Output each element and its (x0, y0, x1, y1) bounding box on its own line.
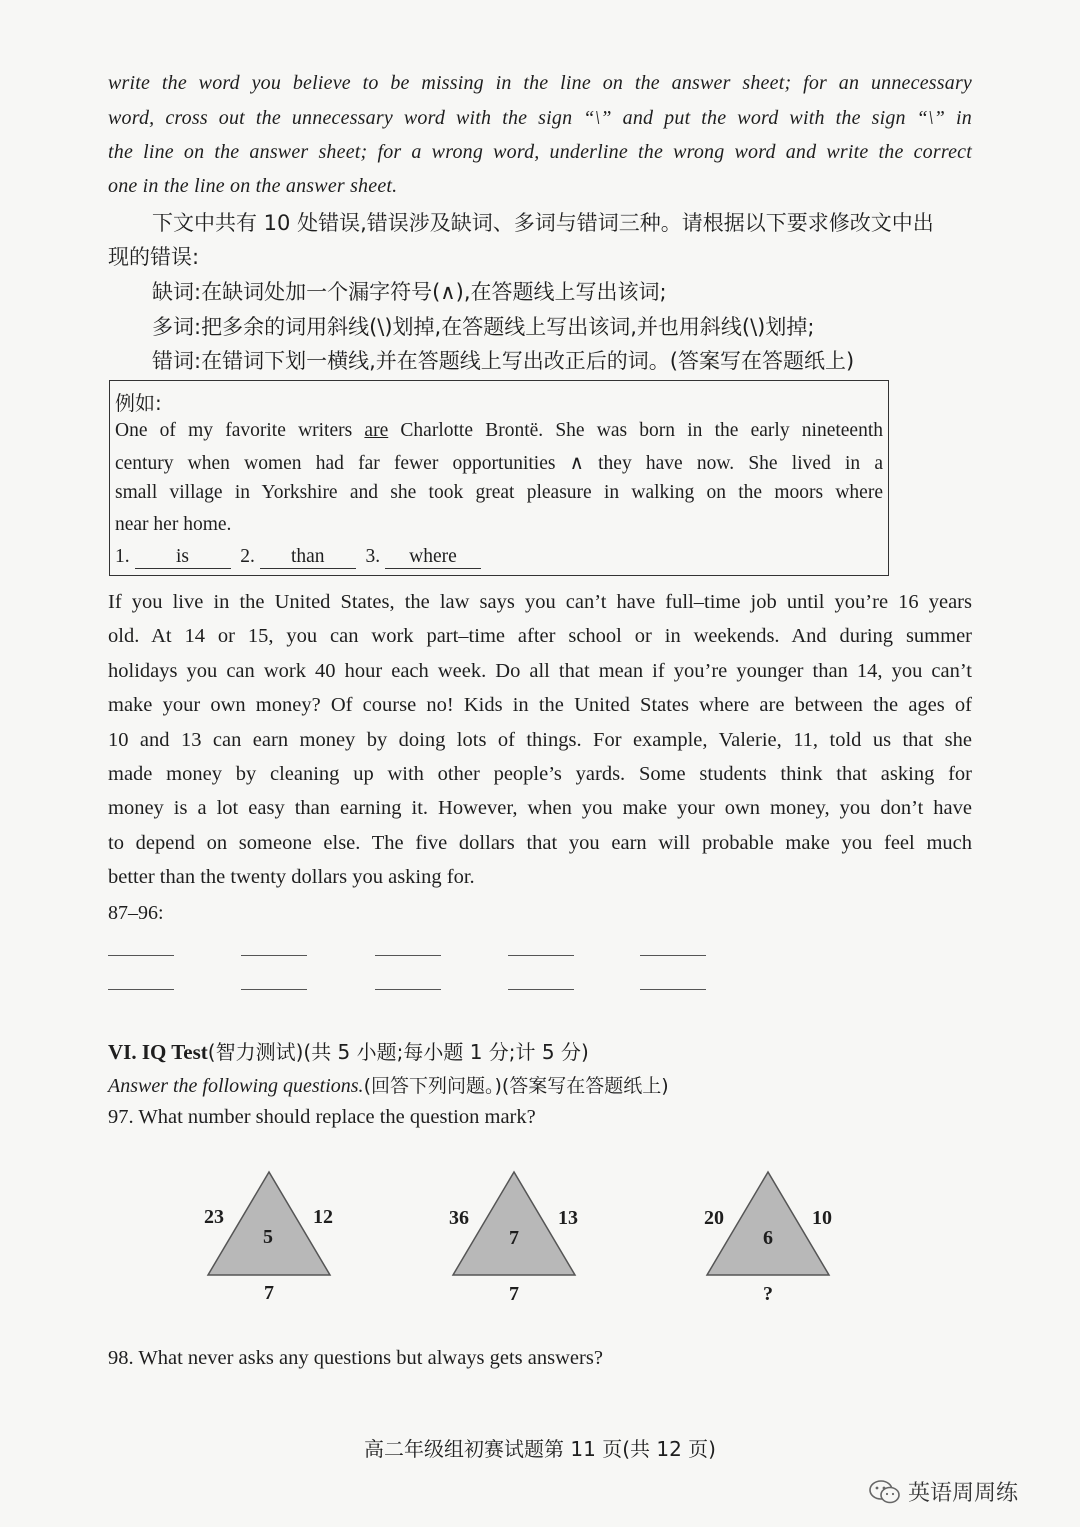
passage-line-8: to depend on someone else. The five dollars that you earn will probable make you feel much (108, 832, 972, 854)
iq-instruction-zh: (回答下列问题。)(答案写在答题纸上) (363, 1075, 669, 1097)
triangle-1-bottom: 7 (264, 1282, 274, 1304)
zh-intro-1: 下文中共有 10 处错误,错误涉及缺词、多词与错词三种。请根据以下要求修改文中出 (152, 211, 934, 235)
example-answers (115, 546, 883, 569)
question-98: 98. What never asks any questions but always gets answers? (108, 1347, 603, 1369)
answer-blank[interactable] (241, 955, 307, 956)
passage-line-4: make your own money? Of course no! Kids in the United States where are between the ages of (108, 694, 972, 716)
triangle-1-right: 12 (313, 1206, 333, 1228)
triangle-1-left: 23 (204, 1206, 224, 1228)
triangle-2-bottom: 7 (509, 1283, 519, 1305)
zh-rule-wrong: 错词:在错词下划一横线,并在答题线上写出改正后的词。(答案写在答题纸上) (152, 349, 855, 373)
triangle-3-center: 6 (763, 1227, 773, 1249)
example-line-1-start: One of my favorite writers (115, 420, 365, 441)
example-answer-1-num: 1. (115, 546, 130, 567)
triangle-3-right: 10 (812, 1207, 832, 1229)
answer-range: 87–96: (108, 902, 164, 924)
example-line-4: near her home. (115, 514, 232, 535)
question-97: 97. What number should replace the question mark? (108, 1106, 536, 1128)
example-answer-3: where (385, 546, 481, 569)
iq-title: VI. IQ Test (108, 1040, 208, 1064)
answer-blank[interactable] (375, 989, 441, 990)
passage-line-5: 10 and 13 can earn money by doing lots of things. For example, Valerie, 11, told us that she (108, 729, 972, 751)
triangle-3-bottom: ? (763, 1283, 773, 1305)
triangle-1-center: 5 (263, 1226, 273, 1248)
zh-intro-2: 现的错误: (108, 245, 200, 269)
answer-blank[interactable] (508, 989, 574, 990)
answer-blank[interactable] (640, 989, 706, 990)
passage-line-2: old. At 14 or 15, you can work part–time after school or in weekends. And during summer (108, 625, 972, 647)
example-line-3: small village in Yorkshire and she took great pleasure in walking on the moors where (115, 482, 883, 503)
answer-blank[interactable] (508, 955, 574, 956)
example-underlined-word: are (364, 420, 389, 441)
wechat-icon (868, 1478, 902, 1506)
answer-blank[interactable] (241, 989, 307, 990)
iq-title-zh: (智力测试)(共 5 小题;每小题 1 分;计 5 分) (207, 1040, 589, 1064)
answer-blank[interactable] (108, 955, 174, 956)
passage-line-9: better than the twenty dollars you asking for. (108, 866, 475, 888)
iq-section-heading (108, 1036, 589, 1065)
instruction-line-4: one in the line on the answer sheet. (108, 175, 398, 197)
page-footer: 高二年级组初赛试题第 11 页(共 12 页) (364, 1437, 716, 1461)
triangle-1 (208, 1172, 330, 1275)
example-answer-2-num: 2. (240, 546, 255, 567)
example-answer-1: is (135, 546, 231, 569)
iq-instruction (108, 1071, 669, 1098)
example-line-1-end: Charlotte Brontë. She was born in the early nineteenth (388, 420, 884, 441)
triangle-3 (707, 1172, 829, 1275)
example-line-2: century when women had far fewer opportunities ∧ they have now. She lived in a (115, 453, 883, 474)
watermark-text: 英语周周练 (908, 1481, 1019, 1506)
triangle-2 (453, 1172, 575, 1275)
example-line-1 (115, 420, 883, 442)
instruction-line-3: the line on the answer sheet; for a wrong word, underline the wrong word and write the correct (108, 141, 972, 163)
passage-line-7: money is a lot easy than earning it. However, when you make your own money, you don’t have (108, 797, 972, 819)
passage-line-3: holidays you can work 40 hour each week. Do all that mean if you’re younger than 14, you can’t (108, 660, 972, 682)
instruction-line-2: word, cross out the unnecessary word with the sign “\” and put the word with the sign “\” in (108, 107, 972, 129)
instruction-line-1: write the word you believe to be missing in the line on the answer sheet; for an unnecessary (108, 72, 972, 94)
zh-rule-extra: 多词:把多余的词用斜线(\)划掉,在答题线上写出该词,并也用斜线(\)划掉; (152, 315, 815, 339)
iq-instruction-en: Answer the following questions. (108, 1075, 364, 1097)
example-label: 例如: (115, 391, 162, 415)
answer-blank[interactable] (375, 955, 441, 956)
example-answer-3-num: 3. (365, 546, 381, 567)
triangle-2-center: 7 (509, 1227, 519, 1249)
triangle-puzzle (0, 1160, 1080, 1320)
triangle-3-left: 20 (704, 1207, 724, 1229)
passage-line-1: If you live in the United States, the law says you can’t have full–time job until you’re 16 years (108, 591, 972, 613)
passage-line-6: made money by cleaning up with other people’s yards. Some students think that asking for (108, 763, 972, 785)
answer-blank[interactable] (640, 955, 706, 956)
zh-rule-missing: 缺词:在缺词处加一个漏字符号(∧),在答题线上写出该词; (152, 280, 667, 304)
example-answer-2: than (260, 546, 356, 569)
triangle-2-left: 36 (449, 1207, 469, 1229)
answer-blank[interactable] (108, 989, 174, 990)
triangle-2-right: 13 (558, 1207, 578, 1229)
watermark (868, 1476, 1018, 1507)
